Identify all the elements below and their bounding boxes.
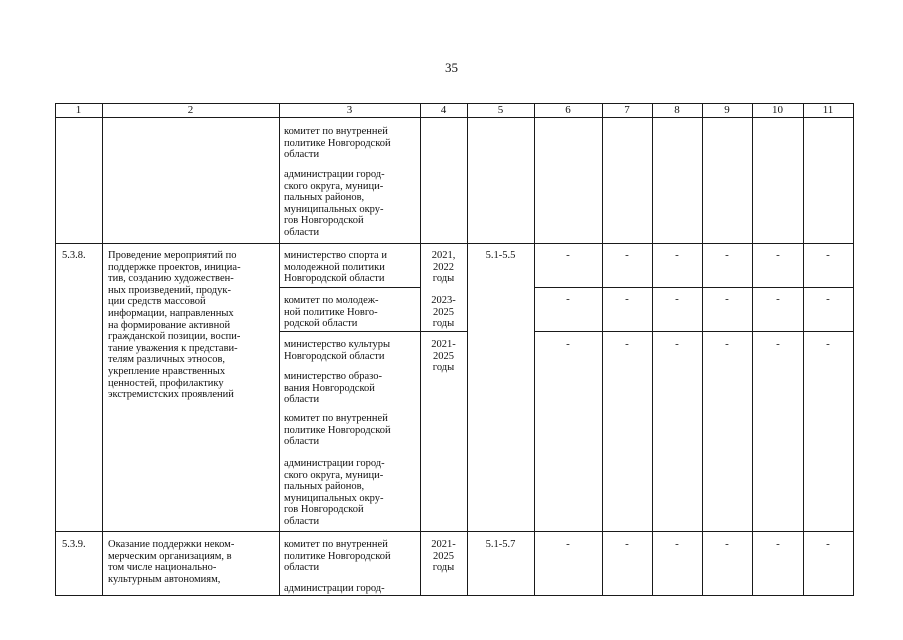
activity-5-3-9: Оказание поддержки неком- мерческим организациям, в том числе национально- культурным автономиям, bbox=[108, 539, 235, 585]
value-cell: - bbox=[566, 538, 570, 550]
column-header-11: 11 bbox=[822, 104, 834, 116]
value-cell: - bbox=[776, 249, 780, 261]
period-5-3-8-group2: 2023- 2025 годы bbox=[431, 295, 456, 330]
value-cell: - bbox=[776, 338, 780, 350]
column-header-3: 3 bbox=[346, 104, 353, 116]
value-cell: - bbox=[675, 249, 679, 261]
continuation-executor-2: администрации город- ского округа, муници- пальных районов, муниципальных окру- гов Новгородской области bbox=[284, 169, 385, 238]
value-cell: - bbox=[826, 249, 830, 261]
column-header-10: 10 bbox=[772, 104, 783, 116]
column-header-2: 2 bbox=[187, 104, 194, 116]
executor-5-3-9-a: комитет по внутренней политике Новгородской области bbox=[284, 539, 391, 574]
value-cell: - bbox=[725, 293, 729, 305]
period-5-3-8-group3: 2021- 2025 годы bbox=[431, 339, 456, 374]
value-cell: - bbox=[826, 338, 830, 350]
column-header-6: 6 bbox=[565, 104, 571, 116]
indicators-5-3-9: 5.1-5.7 bbox=[485, 539, 516, 550]
value-cell: - bbox=[566, 293, 570, 305]
executor-5-3-8-group2: комитет по молодеж- ной политике Новго- родской области bbox=[284, 295, 379, 330]
value-cell: - bbox=[675, 338, 679, 350]
period-5-3-8-group1: 2021, 2022 годы bbox=[431, 250, 456, 285]
value-cell: - bbox=[625, 538, 629, 550]
executor-5-3-9-b: администрации город- bbox=[284, 583, 385, 594]
value-cell: - bbox=[826, 538, 830, 550]
executor-5-3-8-group3-b: министерство образо- вания Новгородской области bbox=[284, 371, 383, 406]
column-header-4: 4 bbox=[440, 104, 447, 116]
value-cell: - bbox=[776, 538, 780, 550]
value-cell: - bbox=[826, 293, 830, 305]
indicators-5-3-8: 5.1-5.5 bbox=[485, 250, 516, 261]
column-header-5: 5 bbox=[497, 104, 504, 116]
value-cell: - bbox=[675, 293, 679, 305]
value-cell: - bbox=[566, 338, 570, 350]
column-header-1: 1 bbox=[75, 104, 82, 116]
value-cell: - bbox=[776, 293, 780, 305]
column-header-7: 7 bbox=[624, 104, 630, 116]
column-header-9: 9 bbox=[724, 104, 730, 116]
value-cell: - bbox=[625, 249, 629, 261]
page-number: 35 bbox=[445, 60, 458, 75]
column-header-8: 8 bbox=[674, 104, 680, 116]
value-cell: - bbox=[725, 249, 729, 261]
executor-5-3-8-group3-c: комитет по внутренней политике Новгородской области bbox=[284, 413, 391, 448]
value-cell: - bbox=[625, 338, 629, 350]
period-5-3-9: 2021- 2025 годы bbox=[431, 539, 456, 574]
value-cell: - bbox=[725, 338, 729, 350]
row-number-5-3-8: 5.3.8. bbox=[62, 250, 86, 261]
value-cell: - bbox=[625, 293, 629, 305]
executor-5-3-8-group1: министерство спорта и молодежной политики Новгородской области bbox=[284, 250, 387, 285]
activity-5-3-8: Проведение мероприятий по поддержке проектов, инициа- тив, созданию художествен- ных произведений, продук- ции средств массовой информации, направленных на формирование активной гражданской позиции, воспи- тание уважения к представи- телям различных этносов, укрепление нравственных ценностей, профилактику экстремистских проявлений bbox=[108, 250, 241, 401]
executor-5-3-8-group3-a: министерство культуры Новгородской области bbox=[284, 339, 391, 362]
continuation-executor-1: комитет по внутренней политике Новгородской области bbox=[284, 126, 391, 161]
value-cell: - bbox=[566, 249, 570, 261]
row-number-5-3-9: 5.3.9. bbox=[62, 539, 86, 550]
value-cell: - bbox=[675, 538, 679, 550]
value-cell: - bbox=[725, 538, 729, 550]
executor-5-3-8-group3-d: администрации город- ского округа, муници- пальных районов, муниципальных окру- гов Новгородской области bbox=[284, 458, 385, 527]
